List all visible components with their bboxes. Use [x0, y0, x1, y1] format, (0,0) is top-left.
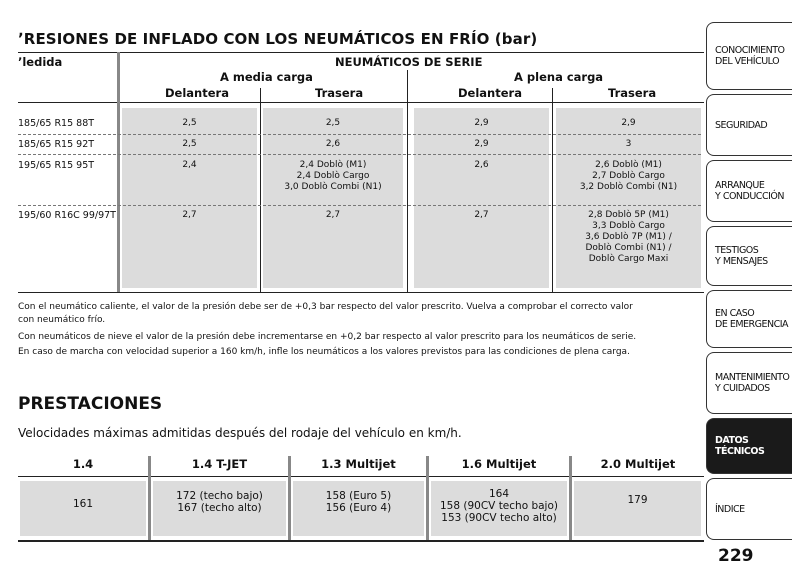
tab-en-caso-emergencia[interactable]: EN CASO DE EMERGENCIA	[706, 290, 792, 348]
row-separator	[18, 205, 701, 206]
tab-seguridad[interactable]: SEGURIDAD	[706, 94, 792, 156]
prestaciones-header-rule	[18, 476, 704, 477]
cell-bg-trasera-media	[263, 108, 403, 288]
pressure-value: 2,6 Doblò (M1) 2,7 Doblò Cargo 3,2 Doblò Combi (N1)	[579, 160, 678, 192]
tab-indice[interactable]: ÍNDICE	[706, 478, 792, 540]
cell-bg-delantera-media	[122, 108, 257, 288]
pressure-value: 3	[625, 139, 632, 149]
tab-conocimiento-vehiculo[interactable]: CONOCIMIENTO DEL VEHÍCULO	[706, 22, 792, 90]
pressure-value: 2,8 Doblò 5P (M1) 3,3 Doblò Cargo 3,6 Doblò 7P (M1) / Doblò Combi (N1) / Doblò Cargo Maxi	[585, 210, 672, 264]
tire-size: 185/65 R15 92T	[18, 139, 95, 150]
cell-bg-delantera-plena	[414, 108, 549, 288]
pressure-value: 2,6	[474, 160, 489, 170]
column-divider-1	[260, 88, 261, 292]
prestaciones-bottom-rule	[18, 540, 704, 542]
section-title-prestaciones: PRESTACIONES	[18, 394, 163, 414]
engine-header: 1.3 Multijet	[321, 457, 396, 471]
engine-header: 2.0 Multijet	[600, 457, 676, 471]
column-divider	[569, 456, 572, 540]
note-line: Con el neumático caliente, el valor de la presión debe ser de +0,3 bar respecto del valor prescrito. Vuelva a comprobar el correcto valor	[18, 302, 633, 312]
cell-bg	[574, 481, 701, 536]
tire-size: 195/60 R16C 99/97T	[18, 210, 116, 221]
pressure-value: 2,7	[325, 210, 341, 220]
pressure-value: 2,6	[325, 139, 341, 149]
speed-value: 172 (techo bajo) 167 (techo alto)	[176, 490, 263, 514]
engine-header: 1.6 Multijet	[461, 457, 537, 471]
header-delantera-plena: Delantera	[458, 86, 522, 100]
header-media-carga: A media carga	[220, 70, 313, 84]
pressure-value: 2,4	[182, 160, 197, 170]
tab-mantenimiento-cuidados[interactable]: MANTENIMIENTO Y CUIDADOS	[706, 352, 792, 414]
pressure-value: 2,7	[182, 210, 197, 220]
prestaciones-subtitle: Velocidades máximas admitidas después del rodaje del vehículo en km/h.	[18, 426, 462, 440]
column-header-medida: ʼledida	[18, 55, 63, 69]
header-trasera-media: Trasera	[315, 86, 364, 100]
section-title-tire-pressure: ʼRESIONES DE INFLADO CON LOS NEUMÁTICOS EN FRÍO (bar)	[18, 30, 538, 48]
row-separator	[18, 134, 701, 135]
header-trasera-plena: Trasera	[608, 86, 657, 100]
note-line: En caso de marcha con velocidad superior a 160 km/h, infle los neumáticos a los valores previstos para las condiciones de plena carga.	[18, 347, 630, 357]
engine-header: 1.4 T-JET	[191, 457, 248, 471]
row-separator	[18, 154, 701, 155]
column-divider	[426, 456, 429, 540]
speed-value: 164 158 (90CV techo bajo) 153 (90CV techo alto)	[440, 488, 558, 524]
header-delantera-media: Delantera	[165, 86, 229, 100]
speed-value: 179	[627, 494, 648, 506]
header-plena-carga: A plena carga	[514, 70, 604, 84]
pressure-value: 2,5	[182, 118, 197, 128]
engine-header: 1.4	[72, 457, 94, 471]
tab-datos-tecnicos[interactable]: DATOS TÉCNICOS	[706, 418, 792, 474]
speed-value: 158 (Euro 5) 156 (Euro 4)	[325, 490, 392, 514]
pressure-value: 2,9	[474, 139, 489, 149]
speed-value: 161	[72, 498, 94, 510]
column-divider-medida	[117, 52, 120, 292]
header-rule	[18, 102, 704, 103]
note-line: con neumático frío.	[18, 315, 106, 325]
tire-size: 185/65 R15 88T	[18, 118, 95, 129]
column-divider-2	[407, 70, 408, 292]
note-line: Con neumáticos de nieve el valor de la presión debe incrementarse en +0,2 bar respecto al valor prescrito para los neumáticos de serie.	[18, 332, 637, 342]
tire-size: 195/65 R15 95T	[18, 160, 95, 171]
table-top-rule	[18, 52, 704, 53]
column-divider-3	[552, 88, 553, 292]
tab-arranque-conduccion[interactable]: ARRANQUE Y CONDUCCIÓN	[706, 160, 792, 222]
pressure-value: 2,5	[325, 118, 341, 128]
pressure-value: 2,4 Doblò (M1) 2,4 Doblò Cargo 3,0 Doblò Combi (N1)	[284, 160, 382, 192]
table-bottom-rule	[18, 292, 704, 293]
tab-testigos-mensajes[interactable]: TESTIGOS Y MENSAJES	[706, 226, 792, 286]
pressure-value: 2,9	[621, 118, 636, 128]
column-divider	[288, 456, 291, 540]
pressure-value: 2,5	[182, 139, 197, 149]
page-number: 229	[718, 546, 754, 566]
header-neumaticos-serie: NEUMÁTICOS DE SERIE	[335, 55, 483, 69]
column-divider	[148, 456, 151, 540]
pressure-value: 2,7	[474, 210, 489, 220]
pressure-value: 2,9	[474, 118, 489, 128]
